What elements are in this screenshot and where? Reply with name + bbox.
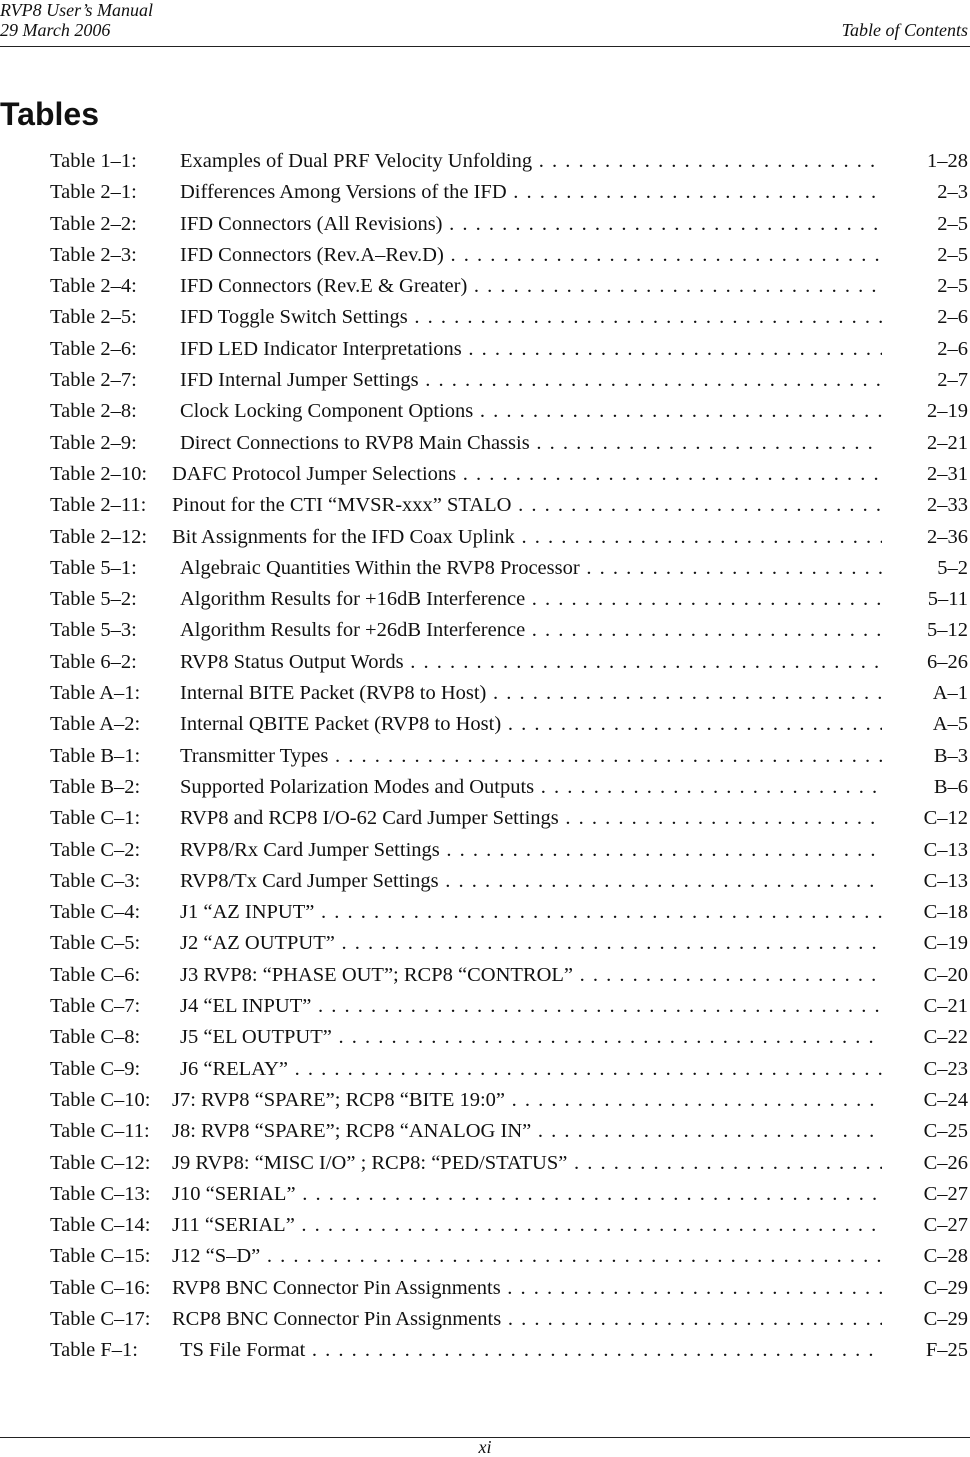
toc-entry-title[interactable]: Direct Connections to RVP8 Main Chassis . . .	[180, 428, 882, 459]
toc-entry-label: Table C–3:	[50, 869, 141, 892]
toc-entry[interactable]	[50, 396, 968, 427]
toc-entry-label: Table 5–3:	[50, 619, 137, 642]
toc-entry-title[interactable]: Internal QBITE Packet (RVP8 to Host) . . .	[180, 709, 882, 740]
toc-entry[interactable]	[50, 647, 968, 678]
toc-entry-label: Table 2–6:	[50, 337, 137, 360]
toc-entry-page-number[interactable]: 2–19	[927, 400, 968, 423]
toc-entry[interactable]	[50, 334, 968, 365]
toc-entry-label: Table 2–1:	[50, 181, 137, 204]
toc-entry[interactable]	[50, 678, 968, 709]
toc-entry-label: Table 2–10:	[50, 462, 148, 485]
toc-entry[interactable]	[50, 1179, 968, 1210]
toc-entry-page-number[interactable]: 2–6	[937, 306, 968, 329]
toc-entry-page-number[interactable]: 5–12	[927, 619, 968, 642]
toc-entry-title[interactable]: J10 “SERIAL” . . .	[172, 1179, 882, 1210]
toc-entry-label: Table 1–1:	[50, 150, 137, 172]
toc-entry-title[interactable]: IFD LED Indicator Interpretations . . .	[180, 334, 882, 365]
toc-entry[interactable]	[50, 709, 968, 740]
toc-entry[interactable]	[50, 835, 968, 866]
toc-entry-title[interactable]: Algorithm Results for +16dB Interference . . .	[180, 584, 882, 615]
toc-entry-title[interactable]: RVP8 and RCP8 I/O-62 Card Jumper Settings . . .	[180, 803, 882, 834]
toc-entry-page-number[interactable]: 2–7	[937, 369, 968, 392]
toc-entry-page-number[interactable]: C–12	[923, 807, 968, 830]
header-section-name: Table of Contents	[841, 20, 968, 40]
toc-entry-label: Table A–2:	[50, 713, 141, 736]
toc-entry[interactable]	[50, 866, 968, 897]
toc-entry[interactable]	[50, 428, 968, 459]
toc-entry-page-number[interactable]: 2–5	[937, 275, 968, 298]
toc-entry-title[interactable]: Clock Locking Component Options . . .	[180, 396, 882, 427]
toc-entry-label: Table 2–9:	[50, 431, 137, 454]
toc-entry-page-number[interactable]: C–22	[923, 1026, 968, 1049]
toc-entry-page-number[interactable]: 2–21	[927, 431, 968, 454]
toc-entry[interactable]	[50, 490, 968, 521]
toc-entry-title[interactable]: IFD Internal Jumper Settings . . .	[180, 365, 882, 396]
toc-entry[interactable]	[50, 365, 968, 396]
toc-entry-page-number[interactable]: B–6	[933, 775, 968, 798]
toc-entry-label: Table C–5:	[50, 932, 141, 955]
manual-title: RVP8 User’s Manual	[0, 0, 153, 20]
toc-entry[interactable]	[50, 459, 968, 490]
table-of-contents-list	[50, 146, 968, 1367]
toc-entry-label: Table C–12:	[50, 1151, 151, 1174]
toc-entry[interactable]	[50, 772, 968, 803]
toc-entry-title[interactable]: J12 “S–D” . . .	[172, 1241, 882, 1272]
toc-entry-label: Table C–15:	[50, 1245, 151, 1268]
toc-entry-page-number[interactable]: B–3	[933, 744, 968, 767]
toc-entry[interactable]	[50, 240, 968, 271]
toc-entry-title[interactable]: Pinout for the CTI “MVSR-xxx” STALO . . .	[172, 490, 882, 521]
toc-entry[interactable]	[50, 1085, 968, 1116]
toc-entry-title[interactable]: IFD Connectors (All Revisions) . . .	[180, 209, 882, 240]
toc-entry-page-number[interactable]: C–13	[923, 869, 968, 892]
toc-entry-page-number[interactable]: 5–2	[937, 556, 968, 579]
toc-entry-label: Table 2–5:	[50, 306, 137, 329]
toc-entry-page-number[interactable]: C–18	[923, 901, 968, 924]
toc-entry[interactable]	[50, 1054, 968, 1085]
toc-entry-title[interactable]: J8: RVP8 “SPARE”; RCP8 “ANALOG IN” . . .	[172, 1116, 882, 1147]
toc-entry-title[interactable]: J7: RVP8 “SPARE”; RCP8 “BITE 19:0” . . .	[172, 1085, 882, 1116]
toc-entry-page-number[interactable]: C–23	[923, 1057, 968, 1080]
toc-entry-label: Table 2–12:	[50, 525, 148, 548]
toc-entry-title[interactable]: Algebraic Quantities Within the RVP8 Processor . . .	[180, 553, 882, 584]
toc-entry-label: Table 2–3:	[50, 243, 137, 266]
toc-entry[interactable]	[50, 615, 968, 646]
toc-entry-title[interactable]: IFD Connectors (Rev.E & Greater) . . .	[180, 271, 882, 302]
toc-entry-label: Table 6–2:	[50, 650, 137, 673]
toc-entry-label: Table 2–4:	[50, 275, 137, 298]
toc-entry-title[interactable]: RVP8/Rx Card Jumper Settings . . .	[180, 835, 882, 866]
toc-entry-title[interactable]: IFD Connectors (Rev.A–Rev.D) . . .	[180, 240, 882, 271]
toc-entry-title[interactable]: Transmitter Types . . .	[180, 741, 882, 772]
toc-entry-page-number[interactable]: 2–5	[937, 212, 968, 235]
toc-entry[interactable]	[50, 928, 968, 959]
page-title: Tables	[0, 96, 99, 132]
toc-entry-page-number[interactable]: C–29	[923, 1307, 968, 1330]
toc-entry[interactable]	[50, 1241, 968, 1272]
toc-entry-title[interactable]: Differences Among Versions of the IFD . . .	[180, 177, 882, 208]
toc-entry[interactable]	[50, 584, 968, 615]
toc-entry-page-number[interactable]: C–24	[923, 1088, 968, 1111]
toc-entry-label: Table C–7:	[50, 995, 141, 1018]
toc-entry[interactable]	[50, 1304, 968, 1335]
toc-entry[interactable]	[50, 897, 968, 928]
toc-entry-label: Table C–11:	[50, 1120, 150, 1143]
toc-entry-label: Table C–14:	[50, 1214, 151, 1237]
toc-entry-page-number[interactable]: C–19	[923, 932, 968, 955]
toc-entry-label: Table C–10:	[50, 1088, 151, 1111]
toc-entry-title[interactable]: J11 “SERIAL” . . .	[172, 1210, 882, 1241]
toc-entry-label: Table B–1:	[50, 744, 141, 767]
toc-entry-label: Table C–16:	[50, 1276, 151, 1299]
footer-page-number: xi	[478, 1437, 492, 1457]
toc-entry-page-number[interactable]: 2–3	[937, 181, 968, 204]
toc-entry[interactable]	[50, 1148, 968, 1179]
toc-entry-page-number[interactable]: 2–31	[927, 462, 968, 485]
toc-entry-page-number[interactable]: 1–28	[927, 150, 968, 172]
toc-entry[interactable]	[50, 553, 968, 584]
header-left	[0, 0, 153, 40]
toc-entry[interactable]	[50, 271, 968, 302]
toc-entry-title[interactable]: J6 “RELAY” . . .	[180, 1054, 882, 1085]
toc-entry-page-number[interactable]: C–27	[923, 1182, 968, 1205]
toc-entry-page-number[interactable]: F–25	[925, 1339, 968, 1362]
toc-entry-title[interactable]: Bit Assignments for the IFD Coax Uplink . . .	[172, 522, 882, 553]
toc-entry[interactable]	[50, 146, 968, 177]
toc-entry[interactable]	[50, 1335, 968, 1366]
toc-entry[interactable]	[50, 1022, 968, 1053]
toc-entry-page-number[interactable]: 2–6	[937, 337, 968, 360]
toc-entry-label: Table C–8:	[50, 1026, 141, 1049]
toc-entry-label: Table A–1:	[50, 682, 141, 705]
toc-entry-title[interactable]: RVP8/Tx Card Jumper Settings . . .	[180, 866, 882, 897]
toc-entry-label: Table 2–11:	[50, 494, 147, 517]
toc-entry-title[interactable]: Supported Polarization Modes and Outputs . . .	[180, 772, 882, 803]
toc-entry-title[interactable]: RVP8 BNC Connector Pin Assignments . . .	[172, 1273, 882, 1304]
toc-entry-page-number[interactable]: A–5	[932, 713, 968, 736]
toc-entry-page-number[interactable]: C–28	[923, 1245, 968, 1268]
toc-entry-page-number[interactable]: C–13	[923, 838, 968, 861]
toc-entry-label: Table B–2:	[50, 775, 141, 798]
toc-entry-title[interactable]: Examples of Dual PRF Velocity Unfolding . . .	[180, 146, 882, 177]
toc-entry-label: Table C–2:	[50, 838, 141, 861]
toc-entry-title[interactable]: IFD Toggle Switch Settings . . .	[180, 302, 882, 333]
toc-entry-label: Table C–9:	[50, 1057, 141, 1080]
toc-entry-page-number[interactable]: C–27	[923, 1214, 968, 1237]
toc-entry-page-number[interactable]: 2–36	[927, 525, 968, 548]
toc-entry-page-number[interactable]: 2–33	[927, 494, 968, 517]
toc-entry[interactable]	[50, 177, 968, 208]
toc-entry-label: Table C–17:	[50, 1307, 151, 1330]
toc-entry[interactable]	[50, 522, 968, 553]
toc-entry-label: Table C–1:	[50, 807, 141, 830]
toc-entry-page-number[interactable]: C–20	[923, 963, 968, 986]
toc-entry-title[interactable]: J4 “EL INPUT” . . .	[180, 991, 882, 1022]
toc-entry-title[interactable]: DAFC Protocol Jumper Selections . . .	[172, 459, 882, 490]
toc-entry-label: Table 5–1:	[50, 556, 137, 579]
toc-entry[interactable]	[50, 1116, 968, 1147]
toc-entry[interactable]	[50, 991, 968, 1022]
toc-entry-title[interactable]: RCP8 BNC Connector Pin Assignments . . .	[172, 1304, 882, 1335]
toc-entry[interactable]	[50, 741, 968, 772]
toc-entry-page-number[interactable]: 2–5	[937, 243, 968, 266]
toc-entry[interactable]	[50, 209, 968, 240]
toc-entry-title[interactable]: J9 RVP8: “MISC I/O” ; RCP8: “PED/STATUS” . . .	[172, 1148, 882, 1179]
toc-entry-title[interactable]: J2 “AZ OUTPUT” . . .	[180, 928, 882, 959]
toc-entry-page-number[interactable]: 5–11	[927, 588, 968, 611]
toc-entry-label: Table F–1:	[50, 1339, 138, 1362]
toc-entry-title[interactable]: Internal BITE Packet (RVP8 to Host) . . .	[180, 678, 882, 709]
toc-entry-page-number[interactable]: C–21	[923, 995, 968, 1018]
page-header	[0, 0, 970, 47]
toc-entry-title[interactable]: J1 “AZ INPUT” . . .	[180, 897, 882, 928]
toc-entry-title[interactable]: Algorithm Results for +26dB Interference . . .	[180, 615, 882, 646]
toc-entry-page-number[interactable]: C–25	[923, 1120, 968, 1143]
toc-entry-page-number[interactable]: 6–26	[927, 650, 968, 673]
toc-entry[interactable]	[50, 1210, 968, 1241]
toc-entry-title[interactable]: J5 “EL OUTPUT” . . .	[180, 1022, 882, 1053]
toc-entry-label: Table 2–8:	[50, 400, 137, 423]
toc-entry[interactable]	[50, 960, 968, 991]
toc-entry-label: Table 2–2:	[50, 212, 137, 235]
toc-entry-page-number[interactable]: C–29	[923, 1276, 968, 1299]
toc-entry-label: Table 2–7:	[50, 369, 137, 392]
manual-date: 29 March 2006	[0, 20, 111, 40]
toc-entry-label: Table 5–2:	[50, 588, 137, 611]
toc-entry-label: Table C–6:	[50, 963, 141, 986]
toc-entry-page-number[interactable]: A–1	[932, 682, 968, 705]
toc-entry-title[interactable]: J3 RVP8: “PHASE OUT”; RCP8 “CONTROL” . . .	[180, 960, 882, 991]
toc-entry[interactable]	[50, 803, 968, 834]
toc-entry-page-number[interactable]: C–26	[923, 1151, 968, 1174]
toc-entry[interactable]	[50, 302, 968, 333]
toc-entry-label: Table C–4:	[50, 901, 141, 924]
toc-entry-title[interactable]: RVP8 Status Output Words . . .	[180, 647, 882, 678]
toc-entry-label: Table C–13:	[50, 1182, 151, 1205]
toc-entry[interactable]	[50, 1273, 968, 1304]
toc-entry-title[interactable]: TS File Format . . .	[180, 1335, 882, 1366]
